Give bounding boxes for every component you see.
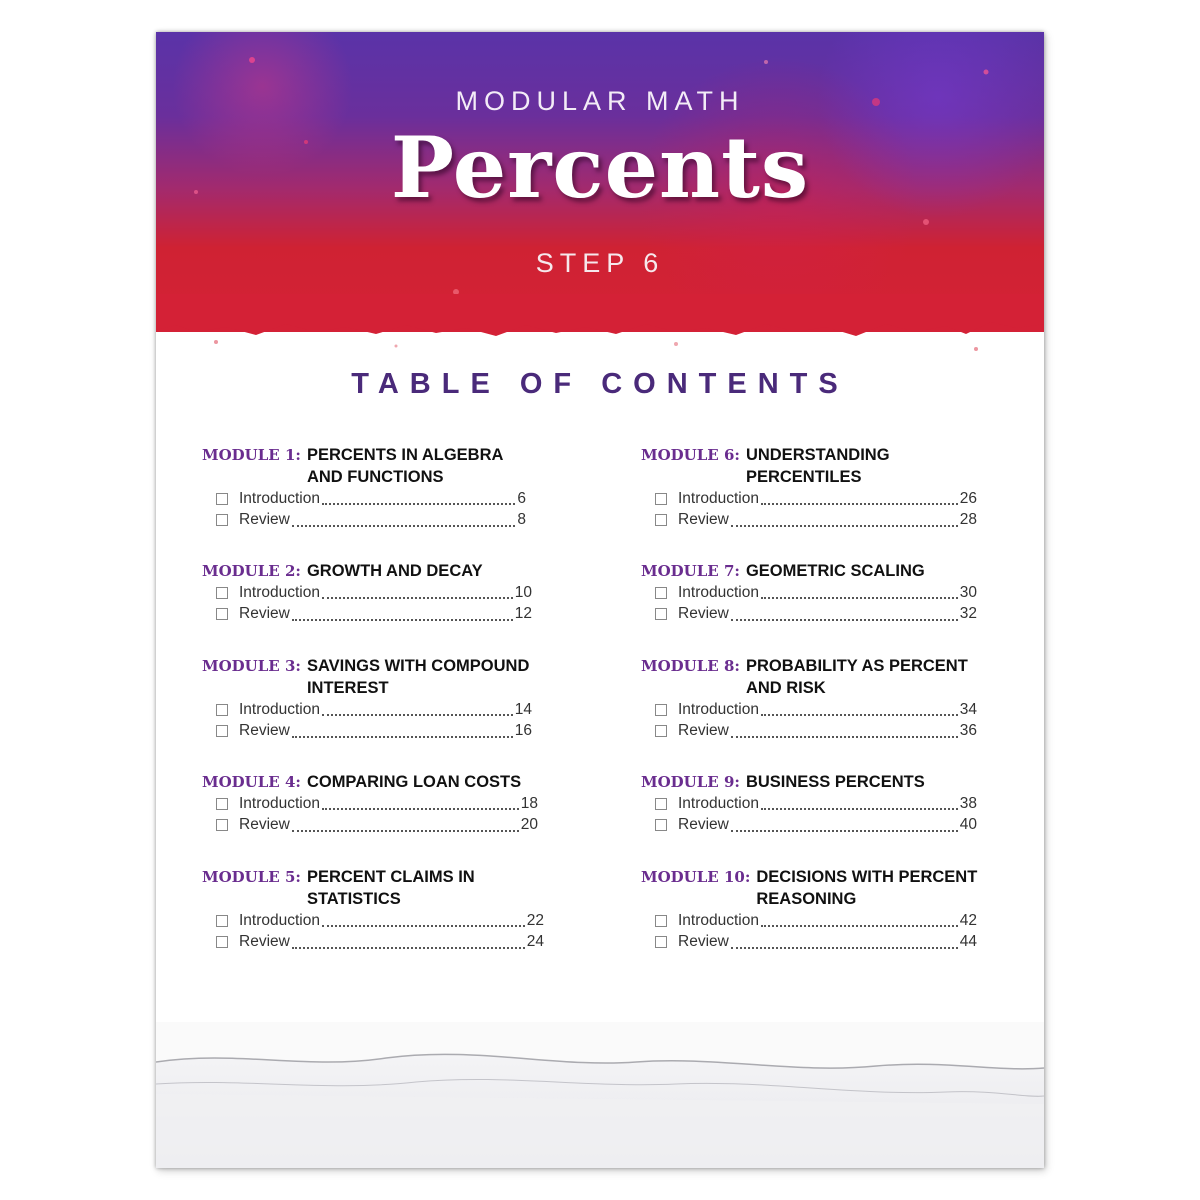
checkbox-icon[interactable] <box>216 915 228 927</box>
torn-paper-footer <box>156 1022 1044 1168</box>
checkbox-icon[interactable] <box>655 608 667 620</box>
page-number: 24 <box>526 933 544 951</box>
dot-leader <box>731 618 958 621</box>
module-item <box>202 560 602 625</box>
page-number: 16 <box>514 722 532 740</box>
dot-leader <box>761 807 958 810</box>
toc-entry: Review 12 <box>216 604 532 626</box>
toc-entry: Introduction 6 <box>216 488 526 510</box>
page-number: 28 <box>959 511 977 529</box>
page-number: 36 <box>959 722 977 740</box>
module-title: PERCENT CLAIMS IN STATISTICS <box>306 868 475 908</box>
module-label: MODULE 7: <box>641 562 740 580</box>
page-number: 8 <box>517 511 526 529</box>
dot-leader <box>322 713 513 716</box>
checkbox-icon[interactable] <box>655 915 667 927</box>
module-label: MODULE 9: <box>641 773 740 791</box>
toc-entry: Introduction 30 <box>655 582 977 604</box>
toc-entry: Review 40 <box>655 815 977 837</box>
module-label: MODULE 3: <box>202 657 301 675</box>
toc-entry: Introduction 42 <box>655 910 977 932</box>
dot-leader <box>731 829 958 832</box>
module-title: DECISIONS WITH PERCENT REASONING <box>756 868 978 908</box>
dot-leader <box>761 924 958 927</box>
dot-leader <box>731 524 958 527</box>
toc-entry: Review 20 <box>216 815 538 837</box>
module-item <box>641 560 1041 625</box>
module-title: UNDERSTANDING PERCENTILES <box>745 446 890 486</box>
checkbox-icon[interactable] <box>216 725 228 737</box>
module-label: MODULE 4: <box>202 773 301 791</box>
module-label: MODULE 6: <box>641 446 740 464</box>
page-number: 18 <box>520 794 538 812</box>
module-item <box>641 655 1041 742</box>
checkbox-icon[interactable] <box>216 704 228 716</box>
module-item <box>202 444 602 531</box>
toc-entry: Review 8 <box>216 510 526 532</box>
checkbox-icon[interactable] <box>216 819 228 831</box>
toc-entry: Review 28 <box>655 510 977 532</box>
module-label: MODULE 1: <box>202 446 301 464</box>
module-title: GEOMETRIC SCALING <box>745 562 925 580</box>
checkbox-icon[interactable] <box>655 704 667 716</box>
page-number: 10 <box>514 583 532 601</box>
worksheet-page <box>156 32 1044 1168</box>
dot-leader <box>292 618 513 621</box>
dot-leader <box>761 713 958 716</box>
checkbox-icon[interactable] <box>655 798 667 810</box>
module-item <box>202 655 602 742</box>
dot-leader <box>292 829 519 832</box>
page-number: 42 <box>959 911 977 929</box>
page-number: 34 <box>959 700 977 718</box>
module-title: PERCENTS IN ALGEBRA AND FUNCTIONS <box>306 446 504 486</box>
module-label: MODULE 10: <box>641 868 751 886</box>
checkbox-icon[interactable] <box>655 514 667 526</box>
toc-entry: Introduction 18 <box>216 793 538 815</box>
banner-torn-edge <box>156 294 1044 364</box>
module-label: MODULE 5: <box>202 868 301 886</box>
dot-leader <box>731 735 958 738</box>
page-number: 12 <box>514 605 532 623</box>
page-number: 32 <box>959 605 977 623</box>
module-item <box>641 444 1041 531</box>
page-number: 40 <box>959 816 977 834</box>
dot-leader <box>322 596 513 599</box>
checkbox-icon[interactable] <box>655 936 667 948</box>
page-number: 44 <box>959 933 977 951</box>
checkbox-icon[interactable] <box>655 587 667 599</box>
toc-heading: TABLE OF CONTENTS <box>351 368 849 400</box>
checkbox-icon[interactable] <box>216 936 228 948</box>
cover-banner <box>156 32 1044 332</box>
dot-leader <box>292 735 513 738</box>
dot-leader <box>322 807 519 810</box>
page-number: 22 <box>526 911 544 929</box>
module-title: COMPARING LOAN COSTS <box>306 773 522 791</box>
page-number: 30 <box>959 583 977 601</box>
checkbox-icon[interactable] <box>216 608 228 620</box>
toc-entry: Review 24 <box>216 932 544 954</box>
checkbox-icon[interactable] <box>655 493 667 505</box>
checkbox-icon[interactable] <box>655 725 667 737</box>
page-number: 38 <box>959 794 977 812</box>
dot-leader <box>761 596 958 599</box>
toc-entry: Introduction 10 <box>216 582 532 604</box>
toc-entry: Review 16 <box>216 721 532 743</box>
page-number: 26 <box>959 489 977 507</box>
module-item <box>641 771 1041 836</box>
step-label: STEP 6 <box>535 248 665 278</box>
dot-leader <box>292 946 525 949</box>
checkbox-icon[interactable] <box>216 514 228 526</box>
module-item <box>202 771 602 836</box>
series-label: MODULAR MATH <box>455 86 745 116</box>
dot-leader <box>731 946 958 949</box>
dot-leader <box>761 502 958 505</box>
toc-entry: Introduction 38 <box>655 793 977 815</box>
module-item <box>202 866 602 953</box>
module-title: SAVINGS WITH COMPOUND INTEREST <box>306 657 530 697</box>
dot-leader <box>292 524 516 527</box>
toc-entry: Introduction 26 <box>655 488 977 510</box>
toc-entry: Review 44 <box>655 932 977 954</box>
book-title: Percents <box>390 118 810 217</box>
toc-entry: Review 32 <box>655 604 977 626</box>
checkbox-icon[interactable] <box>655 819 667 831</box>
page-number: 14 <box>514 700 532 718</box>
checkbox-icon[interactable] <box>216 587 228 599</box>
checkbox-icon[interactable] <box>216 798 228 810</box>
module-title: BUSINESS PERCENTS <box>745 773 925 791</box>
module-title: GROWTH AND DECAY <box>306 562 483 580</box>
checkbox-icon[interactable] <box>216 493 228 505</box>
module-label: MODULE 8: <box>641 657 740 675</box>
toc-entry: Review 36 <box>655 721 977 743</box>
module-item <box>641 866 1041 953</box>
page-number: 6 <box>517 489 526 507</box>
module-label: MODULE 2: <box>202 562 301 580</box>
dot-leader <box>322 502 515 505</box>
page-number: 20 <box>520 816 538 834</box>
toc-entry: Introduction 22 <box>216 910 544 932</box>
toc-entry: Introduction 14 <box>216 699 532 721</box>
dot-leader <box>322 924 525 927</box>
toc-entry: Introduction 34 <box>655 699 977 721</box>
module-title: PROBABILITY AS PERCENT AND RISK <box>745 657 968 697</box>
